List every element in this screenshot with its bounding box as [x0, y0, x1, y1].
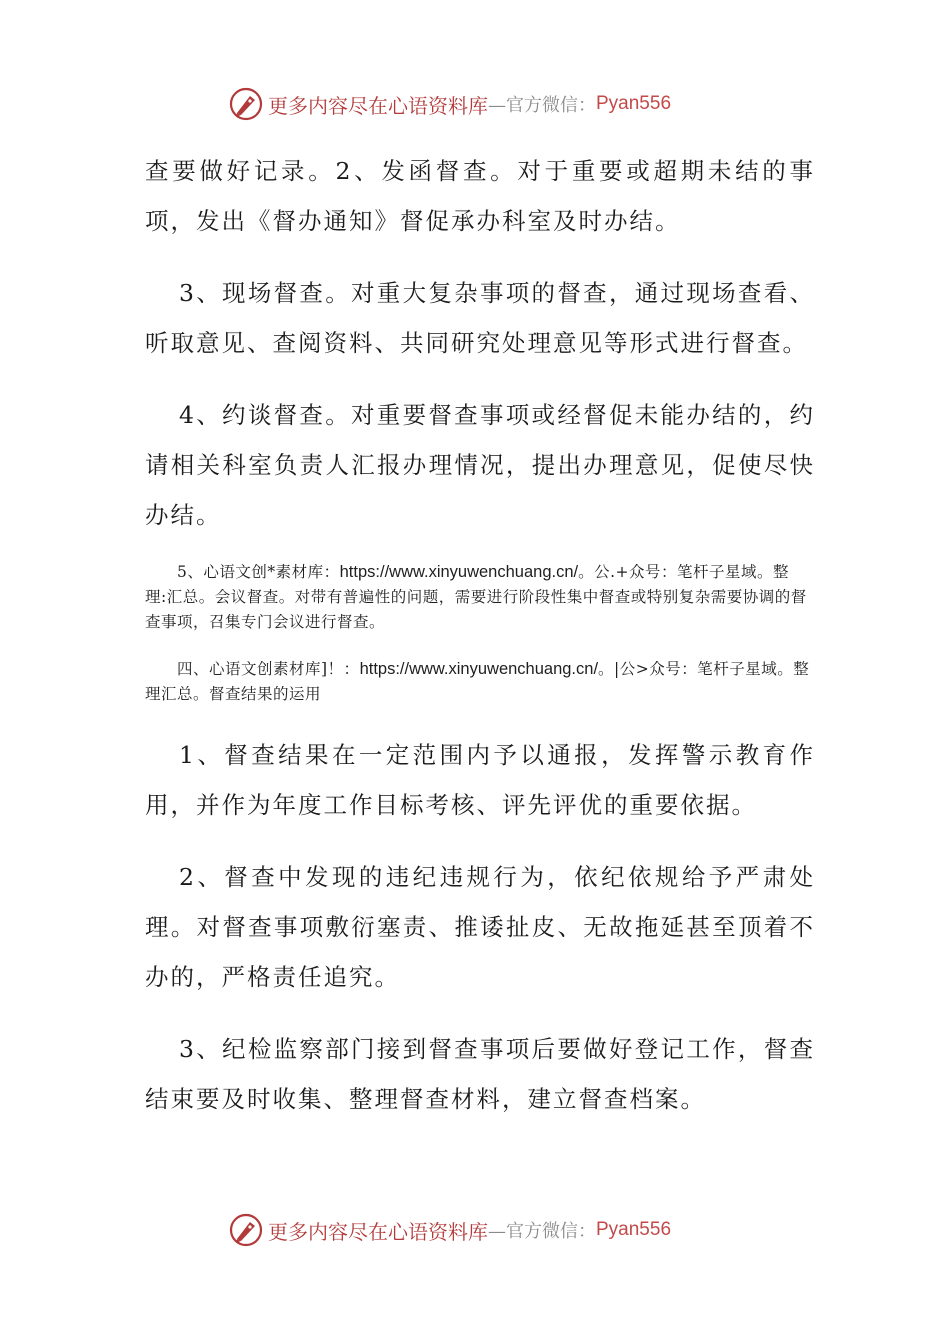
paragraph-2: 3、现场督查。对重大复杂事项的督查，通过现场查看、听取意见、查阅资料、共同研究处理意见等形式进行督查。	[145, 279, 815, 357]
banner-title: 更多内容尽在心语资料库	[268, 93, 488, 118]
small-note-1-prefix: 5、心语文创*素材库：	[177, 563, 340, 581]
small-note-1-url[interactable]: https://www.xinyuwenchuang.cn/	[339, 563, 579, 581]
small-note-1-suffix: 。公.+众号：笔杆子星域。整理:汇总。会议督查。对带有普遍性的问题，需要进行阶段性集中督查或特别复杂需要协调的督查事项，召集专门会议进行督查。	[145, 563, 807, 631]
small-note-2-url[interactable]: https://www.xinyuwenchuang.cn/	[359, 660, 599, 678]
small-note-1	[145, 560, 810, 635]
paragraph-4: 1、督查结果在一定范围内予以通报，发挥警示教育作用，并作为年度工作目标考核、评先评优的重要依据。	[145, 741, 815, 819]
footer-banner	[228, 1210, 671, 1250]
banner-title: 更多内容尽在心语资料库	[268, 1219, 488, 1244]
paragraph-5: 2、督查中发现的违纪违规行为，依纪依规给予严肃处理。对督查事项敷衍塞责、推诿扯皮、无故拖延甚至顶着不办的，严格责任追究。	[145, 863, 815, 991]
banner-wechat-label: —官方微信：	[488, 1221, 596, 1242]
small-note-2-prefix: 四、心语文创素材库]！：	[177, 660, 360, 678]
small-note-2-suffix: 。|公>众号：笔杆子星域。整理汇总。督查结果的运用	[145, 660, 810, 703]
banner-wechat-id: Pyan556	[596, 93, 672, 114]
banner-wechat-label: —官方微信：	[488, 95, 596, 116]
paragraph-1: 查要做好记录。2、发函督查。对于重要或超期未结的事项，发出《督办通知》督促承办科室及时办结。	[145, 157, 815, 235]
small-note-2	[145, 657, 810, 707]
paragraph-6: 3、纪检监察部门接到督查事项后要做好登记工作，督查结束要及时收集、整理督查材料，建立督查档案。	[145, 1035, 815, 1113]
pen-nib-logo-icon	[228, 86, 264, 122]
banner-wechat-id: Pyan556	[596, 1219, 672, 1240]
pen-nib-logo-icon	[228, 1212, 264, 1248]
paragraph-3: 4、约谈督查。对重要督查事项或经督促未能办结的，约请相关科室负责人汇报办理情况，提出办理意见，促使尽快办结。	[145, 401, 815, 529]
header-banner	[228, 84, 671, 124]
